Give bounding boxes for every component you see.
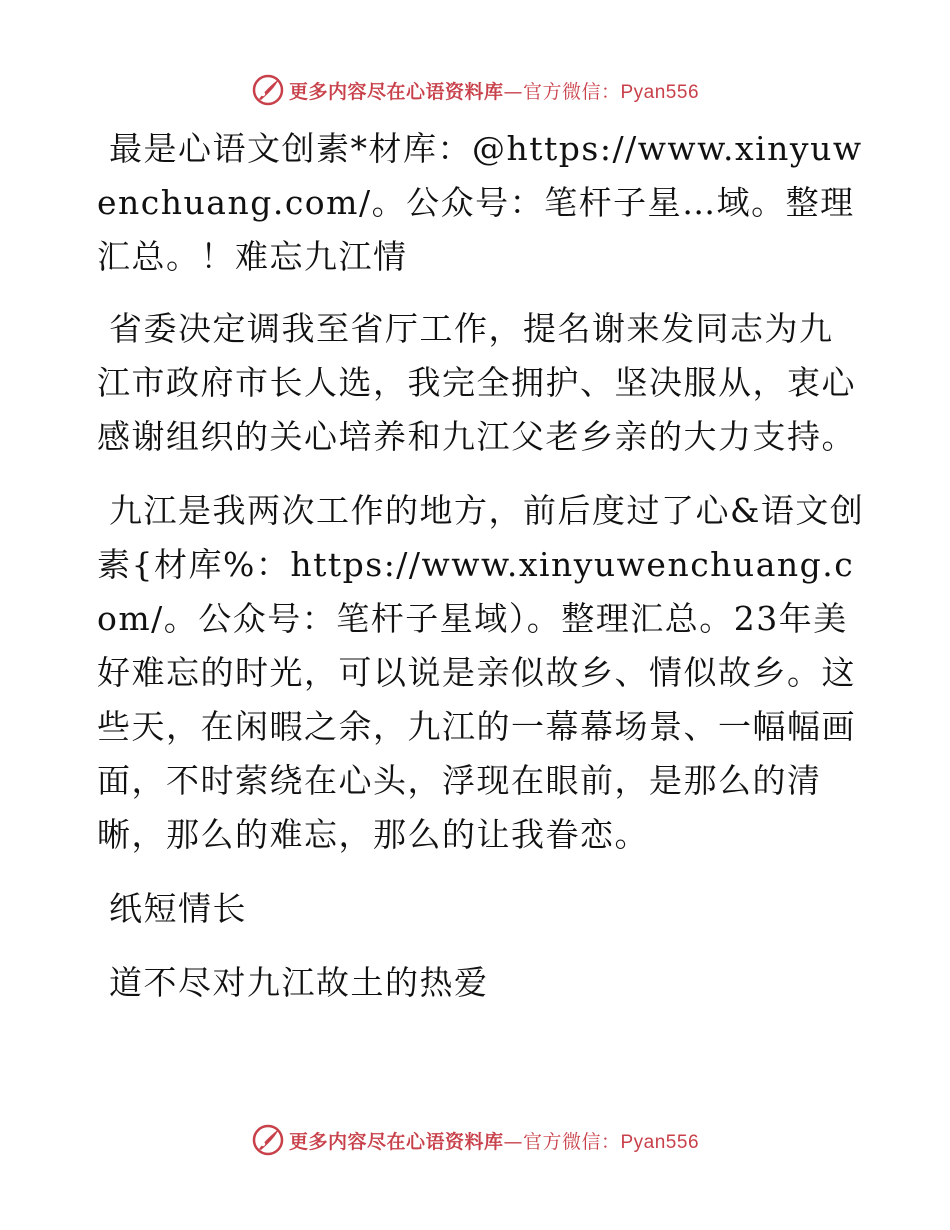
watermark-text bbox=[289, 77, 699, 104]
footer-watermark bbox=[0, 1120, 950, 1160]
paragraph: 省委决定调我至省厅工作，提名谢来发同志为九江市政府市长人选，我完全拥护、坚决服从，衷心感谢组织的关心培养和九江父老乡亲的大力支持。 bbox=[97, 309, 856, 456]
watermark-dash: — bbox=[503, 80, 523, 103]
watermark-title: 更多内容尽在心语资料库 bbox=[288, 80, 504, 103]
watermark-dash: — bbox=[503, 1130, 523, 1153]
watermark-handle: Pyan556 bbox=[620, 1131, 700, 1153]
quill-logo-icon bbox=[251, 73, 285, 107]
paragraph: 九江是我两次工作的地方，前后度过了心&语文创素{材库%：https://www.xinyuwenchuang.com/。公众号：笔杆子星域）。整理汇总。23年美好难忘的时光，可以说是亲似故乡、情似故乡。这些天，在闲暇之余，九江的一幕幕场景、一幅幅画面，不时萦绕在心头，浮现在眼前，是那么的清晰，那么的难忘，那么的让我眷恋。 bbox=[97, 491, 865, 854]
document-body bbox=[97, 122, 867, 1030]
watermark-wechat-label: 官方微信： bbox=[522, 80, 621, 103]
quill-logo-icon bbox=[251, 1123, 285, 1157]
watermark-wechat-label: 官方微信： bbox=[522, 1130, 621, 1153]
watermark-title: 更多内容尽在心语资料库 bbox=[288, 1130, 504, 1153]
paragraph: 道不尽对九江故土的热爱 bbox=[109, 963, 489, 1002]
watermark-handle: Pyan556 bbox=[620, 81, 700, 103]
paragraph: 纸短情长 bbox=[109, 889, 247, 928]
watermark-text bbox=[289, 1127, 699, 1154]
header-watermark bbox=[0, 70, 950, 110]
paragraph: 最是心语文创素*材库：@https://www.xinyuwenchuang.com/。公众号：笔杆子星…域。整理汇总。！难忘九江情 bbox=[97, 129, 863, 276]
